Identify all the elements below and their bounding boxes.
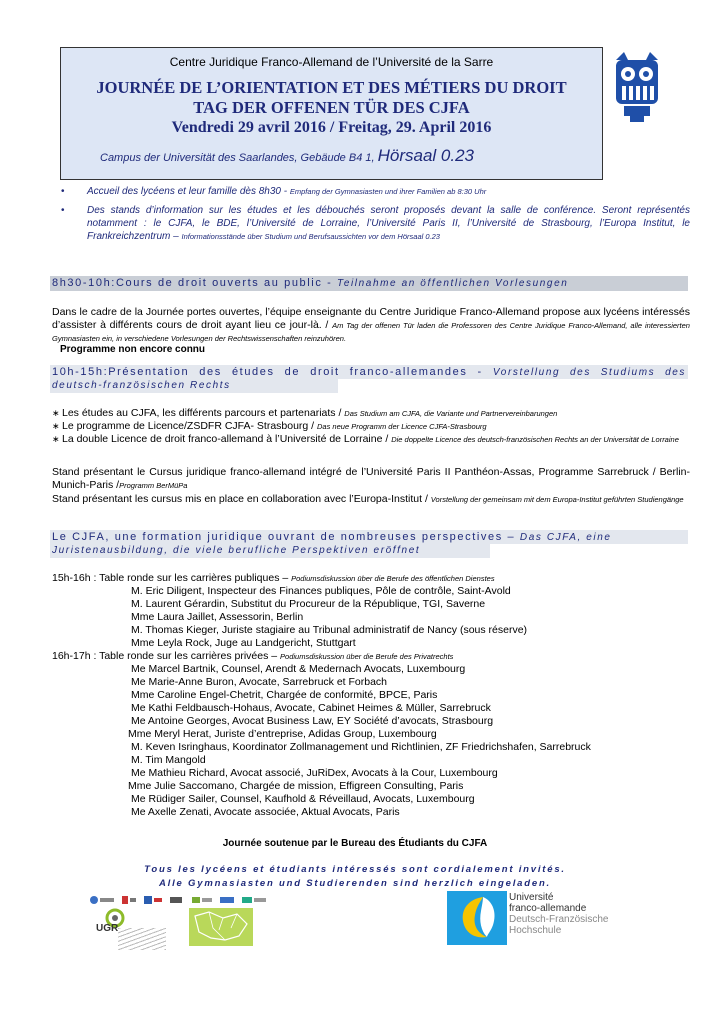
ugr-text: UGR	[96, 923, 119, 934]
section-heading-de: Das CJFA, eine Juristenausbildung, die viele berufliche Perspektiven eröffnet	[52, 532, 612, 556]
campus-prefix: Campus der Universität des Saarlandes, Gebäude B4 1,	[100, 152, 378, 164]
greater-region-map-logo	[189, 908, 253, 946]
ugr-logo	[96, 908, 176, 954]
partner-logos-strip	[88, 893, 288, 907]
list-item	[52, 407, 690, 420]
room-number: Hörsaal 0.23	[377, 146, 474, 165]
list-item: Me Mathieu Richard, Avocat associé, JuRiDex, Avocats à la Cour, Luxembourg	[131, 767, 498, 779]
programme-note: Programme non encore connu	[60, 344, 206, 355]
list-item: Me Kathi Feldbausch-Hohaus, Avocate, Cabinet Heimes & Müller, Sarrebruck	[131, 702, 491, 714]
list-item: Mme Leyla Rock, Juge au Landgericht, Stuttgart	[131, 637, 356, 649]
partner-logos-icon	[88, 893, 288, 907]
item-text-fr: La double Licence de droit franco-allemand à l’Université de Lorraine /	[62, 433, 392, 445]
invitation-de: Alle Gymnasiasten und Studierenden sind herzlich eingeladen.	[158, 878, 551, 889]
title-de: TAG DER OFFENEN TÜR DES CJFA	[193, 98, 470, 117]
roundtable-private-label	[52, 650, 453, 663]
stand-text-fr: Stand présentant les cursus mis en place en collaboration avec l’Europa-Institut /	[52, 493, 431, 505]
list-item: Me Antoine Georges, Avocat Business Law, EY Société d’avocats, Strasbourg	[131, 715, 494, 727]
section-heading-presentation	[50, 365, 688, 393]
item-text-fr: Les études au CJFA, les différents parcours et partenariats /	[62, 407, 345, 419]
section-heading-de: Vorstellung des Studiums des deutsch-französischen Rechts	[52, 367, 686, 391]
intro-bullet-list	[87, 185, 690, 243]
stand-paris-paragraph	[52, 466, 690, 492]
section-heading-morning	[50, 276, 688, 291]
bullet-text-fr: Des stands d’information sur les études et les débouchés seront proposés devant la salle de conférence. Seront représentés notamment : le CJFA, le BDE, l’Université de Lorraine, l’Université Paris II, l’Université de Strasbourg, l’Europa Institut, le Frankreichzentrum –	[87, 205, 690, 242]
list-item: M. Eric Diligent, Inspecteur des Finances publiques, Pôle de contrôle, Saint-Avold	[131, 585, 511, 597]
roundtable-public-label	[52, 572, 495, 585]
list-item	[87, 185, 690, 198]
list-item: Mme Laura Jaillet, Assessorin, Berlin	[131, 611, 304, 623]
list-item: M. Laurent Gérardin, Substitut du Procureur de la République, TGI, Saverne	[131, 598, 486, 610]
item-text-fr: Le programme de Licence/ZSDFR CJFA- Strasbourg /	[62, 420, 318, 432]
roundtable-label-fr: 15h-16h : Table ronde sur les carrières publiques –	[52, 572, 292, 584]
list-item: M. Keven Isringhaus, Koordinator Zollmanagement und Richtlinien, ZF Friedrichshafen, Sarrebruck	[131, 741, 591, 753]
ufa-dfh-logo-mark	[447, 891, 507, 945]
ufa-line-3: Deutsch-Französische	[509, 914, 609, 925]
ufa-dfh-logo-text	[509, 892, 608, 936]
paragraph-fr: Dans le cadre de la Journée portes ouvertes, l’équipe enseignante du Centre Juridique Franco-Allemand propose aux lycéens intéressés d’assister à différents cours de droit ayant lieu ce jour-là. /	[52, 306, 690, 331]
invitation-fr: Tous les lycéens et étudiants intéressés sont cordialement invités.	[144, 864, 566, 875]
bullet-text-fr: Accueil des lycéens et leur famille dès 8h30 -	[87, 186, 290, 197]
list-item: M. Thomas Kieger, Juriste stagiaire au Tribunal administratif de Nancy (sous réserve)	[131, 624, 528, 636]
ufa-line-1: Université	[509, 892, 554, 903]
roundtable-label-fr: 16h-17h : Table ronde sur les carrières privées –	[52, 650, 281, 662]
roundtable-label-de: Podiumsdiskussion über die Berufe des öffentlichen Dienstes	[291, 574, 495, 583]
title-fr: JOURNÉE DE L’ORIENTATION ET DES MÉTIERS DU DROIT	[96, 78, 567, 97]
list-item: Me Marie-Anne Buron, Avocate, Sarrebruck et Forbach	[131, 676, 388, 688]
section-heading-fr: 10h-15h:Présentation des études de droit franco-allemandes -	[52, 366, 493, 378]
stand-text-de: Vorstellung der gemeinsam mit dem Europa-Institut geführten Studiengänge	[430, 495, 684, 504]
list-item: Me Marcel Bartnik, Counsel, Arendt & Medernach Avocats, Luxembourg	[131, 663, 466, 675]
list-item: Mme Meryl Herat, Juriste d’entreprise, Adidas Group, Luxembourg	[128, 728, 437, 740]
institution-name: Centre Juridique Franco-Allemand de l’Université de la Sarre	[169, 55, 494, 69]
stand-text-fr: Stand présentant le Cursus juridique franco-allemand intégré de l’Université Paris II Panthéon-Assas, Programme Sarrebruck / Berlin-Munich-Paris /	[52, 466, 690, 491]
list-item: Mme Caroline Engel-Chetrit, Chargée de conformité, BPCE, Paris	[131, 689, 438, 701]
section-heading-fr: 8h30-10h:Cours de droit ouverts au public -	[52, 277, 338, 289]
list-item: Me Rüdiger Sailer, Counsel, Kaufhold & Réveillaud, Avocats, Luxembourg	[131, 793, 475, 805]
list-item: M. Tim Mangold	[131, 754, 206, 766]
ufa-logo-icon	[447, 891, 507, 945]
section-heading-de: Teilnahme an öffentlichen Vorlesungen	[337, 278, 569, 289]
roundtable-label-de: Podiumsdiskussion über die Berufe des Privatrechts	[280, 652, 454, 661]
region-map-icon	[189, 908, 253, 946]
bullet-text-de: Informationsstände über Studium und Berufsaussichten vor dem Hörsaal 0.23	[181, 232, 440, 241]
section1-paragraph	[52, 306, 690, 345]
university-owl-logo-icon	[614, 52, 660, 122]
section-heading-fr: Le CJFA, une formation juridique ouvrant de nombreuses perspectives –	[52, 531, 520, 543]
support-note: Journée soutenue par le Bureau des Étudiants du CJFA	[222, 838, 488, 849]
ufa-line-4: Hochschule	[509, 925, 562, 936]
campus-location	[100, 146, 600, 166]
paragraph-de: Am Tag der offenen Tür laden die Professoren des Centre Juridique Franco-Allemand, alle interessierten Gymnasiasten ein, in verschiedene Vorlesungen der Rechtswissenschaften reinzuhören.	[52, 321, 690, 343]
list-item	[52, 433, 690, 446]
section-heading-careers	[50, 530, 688, 558]
event-date: Vendredi 29 avril 2016 / Freitag, 29. April 2016	[171, 119, 492, 136]
list-item: Mme Julie Saccomano, Chargée de mission, Effigreen Consulting, Paris	[128, 780, 464, 792]
stand-europa-paragraph	[52, 493, 690, 506]
item-text-de: Das neue Programm der Licence CJFA-Strasbourg	[317, 422, 487, 431]
item-text-de: Die doppelte Licence des deutsch-französischen Rechts an der Universität de Lorraine	[391, 435, 679, 444]
ufa-line-2: franco-allemande	[509, 903, 587, 914]
bullet-text-de: Empfang der Gymnasiasten und ihrer Familien ab 8:30 Uhr	[289, 187, 487, 196]
section2-items	[52, 407, 690, 446]
stand-text-de: Programm BerMüPa	[119, 481, 188, 490]
ugr-tagline-graphic	[118, 928, 166, 950]
list-item	[52, 420, 690, 433]
list-item: Me Axelle Zenati, Avocate associée, Aktual Avocats, Paris	[131, 806, 400, 818]
item-text-de: Das Studium am CJFA, die Variante und Partnervereinbarungen	[344, 409, 558, 418]
list-item	[87, 204, 690, 243]
